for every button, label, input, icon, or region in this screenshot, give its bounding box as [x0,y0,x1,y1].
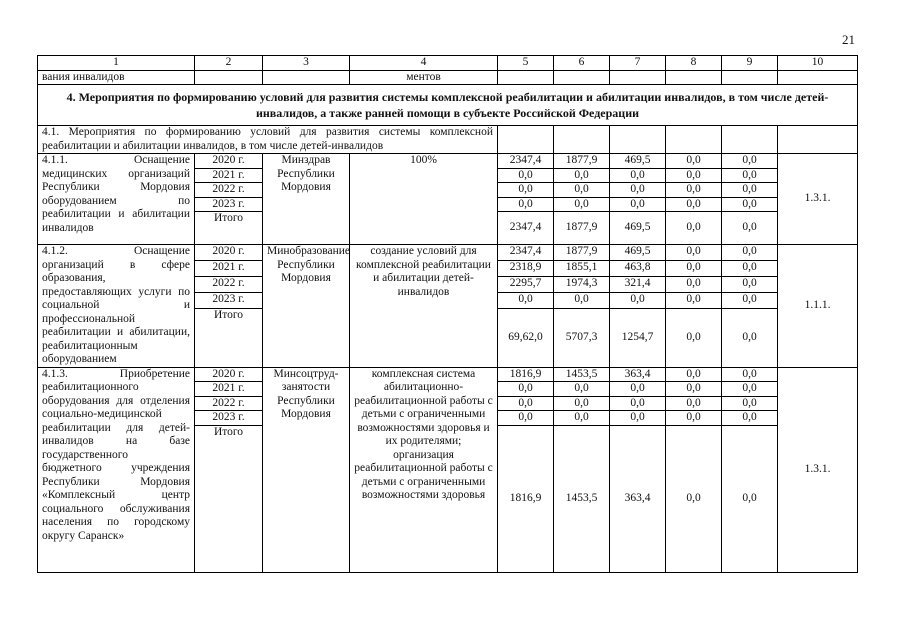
value-cell: 2347,4 [498,245,554,261]
empty-cell [666,70,722,85]
value-cell: 0,0 [554,411,610,426]
value-cell: 0,0 [722,382,778,397]
value-cell: 0,0 [554,183,610,198]
continuation-row [38,70,858,85]
value-cell: 0,0 [722,276,778,292]
column-number-1: 1 [38,56,195,71]
empty-cell [263,70,350,85]
empty-cell [778,126,858,154]
value-cell: 363,4 [610,367,666,382]
value-cell: 0,0 [554,168,610,183]
value-cell: 1855,1 [554,260,610,276]
value-cell: 1816,9 [498,425,554,572]
empty-cell [554,70,610,85]
value-cell: 1974,3 [554,276,610,292]
indicator: 100% [350,154,498,245]
column-number-3: 3 [263,56,350,71]
value-cell: 0,0 [722,308,778,367]
value-cell: 1453,5 [554,425,610,572]
value-cell: 0,0 [666,292,722,308]
value-cell: 0,0 [498,183,554,198]
value-cell: 0,0 [722,396,778,411]
year-cell: 2023 г. [195,197,263,212]
year-cell: 2020 г. [195,367,263,382]
target-code: 1.3.1. [778,367,858,572]
column-number-7: 7 [610,56,666,71]
data-row [38,245,858,261]
value-cell: 0,0 [666,168,722,183]
data-row [38,154,858,169]
value-cell: 0,0 [666,367,722,382]
value-cell: 0,0 [666,411,722,426]
value-cell: 0,0 [722,245,778,261]
value-cell: 463,8 [610,260,666,276]
value-cell: 0,0 [498,168,554,183]
empty-cell [722,70,778,85]
value-cell: 69,62,0 [498,308,554,367]
page-number: 21 [842,32,855,47]
indicator: комплексная система абилитационно-реабилитационной работы с детьми с ограниченными возможностями здоровья и их родителями; организация реабилитационной работы с детьми с ограниченными возможностями здоровья [350,367,498,572]
column-number-10: 10 [778,56,858,71]
year-cell: 2021 г. [195,382,263,397]
value-cell: 0,0 [722,197,778,212]
value-cell: 0,0 [666,276,722,292]
value-cell: 0,0 [722,425,778,572]
value-cell: 0,0 [722,154,778,169]
value-cell: 0,0 [554,396,610,411]
value-cell: 0,0 [722,183,778,198]
value-cell: 0,0 [554,197,610,212]
value-cell: 0,0 [554,382,610,397]
value-cell: 0,0 [666,197,722,212]
value-cell: 0,0 [498,197,554,212]
value-cell: 0,0 [722,212,778,245]
value-cell: 0,0 [610,183,666,198]
value-cell: 0,0 [498,292,554,308]
empty-cell [554,126,610,154]
year-cell: 2023 г. [195,411,263,426]
value-cell: 0,0 [498,382,554,397]
column-number-5: 5 [498,56,554,71]
value-cell: 0,0 [666,396,722,411]
value-cell: 1877,9 [554,154,610,169]
subsection-title: 4.1. Мероприятия по формированию условий для развития системы комплексной реабилитации и абилитации инвалидов, в том числе детей-инвалидов [38,126,498,154]
empty-cell [778,70,858,85]
value-cell: 2318,9 [498,260,554,276]
target-code: 1.1.1. [778,245,858,368]
empty-cell [610,126,666,154]
value-cell: 0,0 [498,396,554,411]
value-cell: 0,0 [666,212,722,245]
measure-name: 4.1.3. Приобретение реабилитационного оборудования для отделения социально-медицинской реабилитации для детей-инвалидов на базе государственного бюджетного учреждения Республики Мордовия «Комплексный центр социального обслуживания населения по городскому округу Саранск» [38,367,195,572]
year-cell: Итого [195,308,263,367]
empty-cell [498,70,554,85]
value-cell: 1877,9 [554,245,610,261]
year-cell: 2021 г. [195,260,263,276]
value-cell: 2295,7 [498,276,554,292]
measure-name: 4.1.1. Оснащение медицинских организаций Республики Мордовия оборудованием по реабилитации и абилитации инвалидов [38,154,195,245]
value-cell: 0,0 [666,308,722,367]
year-cell: Итого [195,212,263,245]
value-cell: 1816,9 [498,367,554,382]
subsection-row [38,126,858,154]
year-cell: 2022 г. [195,396,263,411]
value-cell: 0,0 [610,396,666,411]
year-cell: 2023 г. [195,292,263,308]
value-cell: 0,0 [666,154,722,169]
year-cell: 2020 г. [195,154,263,169]
value-cell: 0,0 [610,382,666,397]
value-cell: 0,0 [666,260,722,276]
value-cell: 469,5 [610,245,666,261]
measures-table [37,55,858,573]
year-cell: 2022 г. [195,183,263,198]
measure-name: 4.1.2. Оснащение организаций в сфере образования, предоставляющих услуги по социальной и профессиональной реабилитации и абилитации, реабилитационным оборудованием [38,245,195,368]
value-cell: 363,4 [610,425,666,572]
section-row [38,85,858,126]
executor: Минздрав Республики Мордовия [263,154,350,245]
value-cell: 0,0 [666,425,722,572]
continued-indicator: ментов [350,70,498,85]
year-cell: 2020 г. [195,245,263,261]
value-cell: 0,0 [666,245,722,261]
value-cell: 1254,7 [610,308,666,367]
empty-cell [498,126,554,154]
year-cell: 2021 г. [195,168,263,183]
empty-cell [195,70,263,85]
value-cell: 2347,4 [498,154,554,169]
column-number-9: 9 [722,56,778,71]
value-cell: 0,0 [610,292,666,308]
value-cell: 0,0 [610,411,666,426]
header-row [38,56,858,71]
section-title: 4. Мероприятия по формированию условий для развития системы комплексной реабилитации и абилитации инвалидов, в том числе детей-инвалидов, а также ранней помощи в субъекте Российской Федерации [38,85,858,126]
value-cell: 469,5 [610,212,666,245]
value-cell: 0,0 [666,183,722,198]
year-cell: 2022 г. [195,276,263,292]
empty-cell [722,126,778,154]
continued-name: вания инвалидов [38,70,195,85]
value-cell: 1877,9 [554,212,610,245]
executor: Минобразование Республики Мордовия [263,245,350,368]
value-cell: 469,5 [610,154,666,169]
executor: Минсоцтруд-занятости Республики Мордовия [263,367,350,572]
value-cell: 0,0 [722,367,778,382]
value-cell: 0,0 [610,197,666,212]
column-number-4: 4 [350,56,498,71]
value-cell: 321,4 [610,276,666,292]
value-cell: 0,0 [610,168,666,183]
column-number-8: 8 [666,56,722,71]
column-number-2: 2 [195,56,263,71]
year-cell: Итого [195,425,263,572]
value-cell: 5707,3 [554,308,610,367]
indicator: создание условий для комплексной реабилитации и абилитации детей-инвалидов [350,245,498,368]
value-cell: 0,0 [666,382,722,397]
empty-cell [610,70,666,85]
value-cell: 0,0 [722,292,778,308]
value-cell: 2347,4 [498,212,554,245]
value-cell: 0,0 [498,411,554,426]
value-cell: 1453,5 [554,367,610,382]
value-cell: 0,0 [722,168,778,183]
value-cell: 0,0 [554,292,610,308]
value-cell: 0,0 [722,260,778,276]
target-code: 1.3.1. [778,154,858,245]
column-number-6: 6 [554,56,610,71]
value-cell: 0,0 [722,411,778,426]
data-row [38,367,858,382]
empty-cell [666,126,722,154]
